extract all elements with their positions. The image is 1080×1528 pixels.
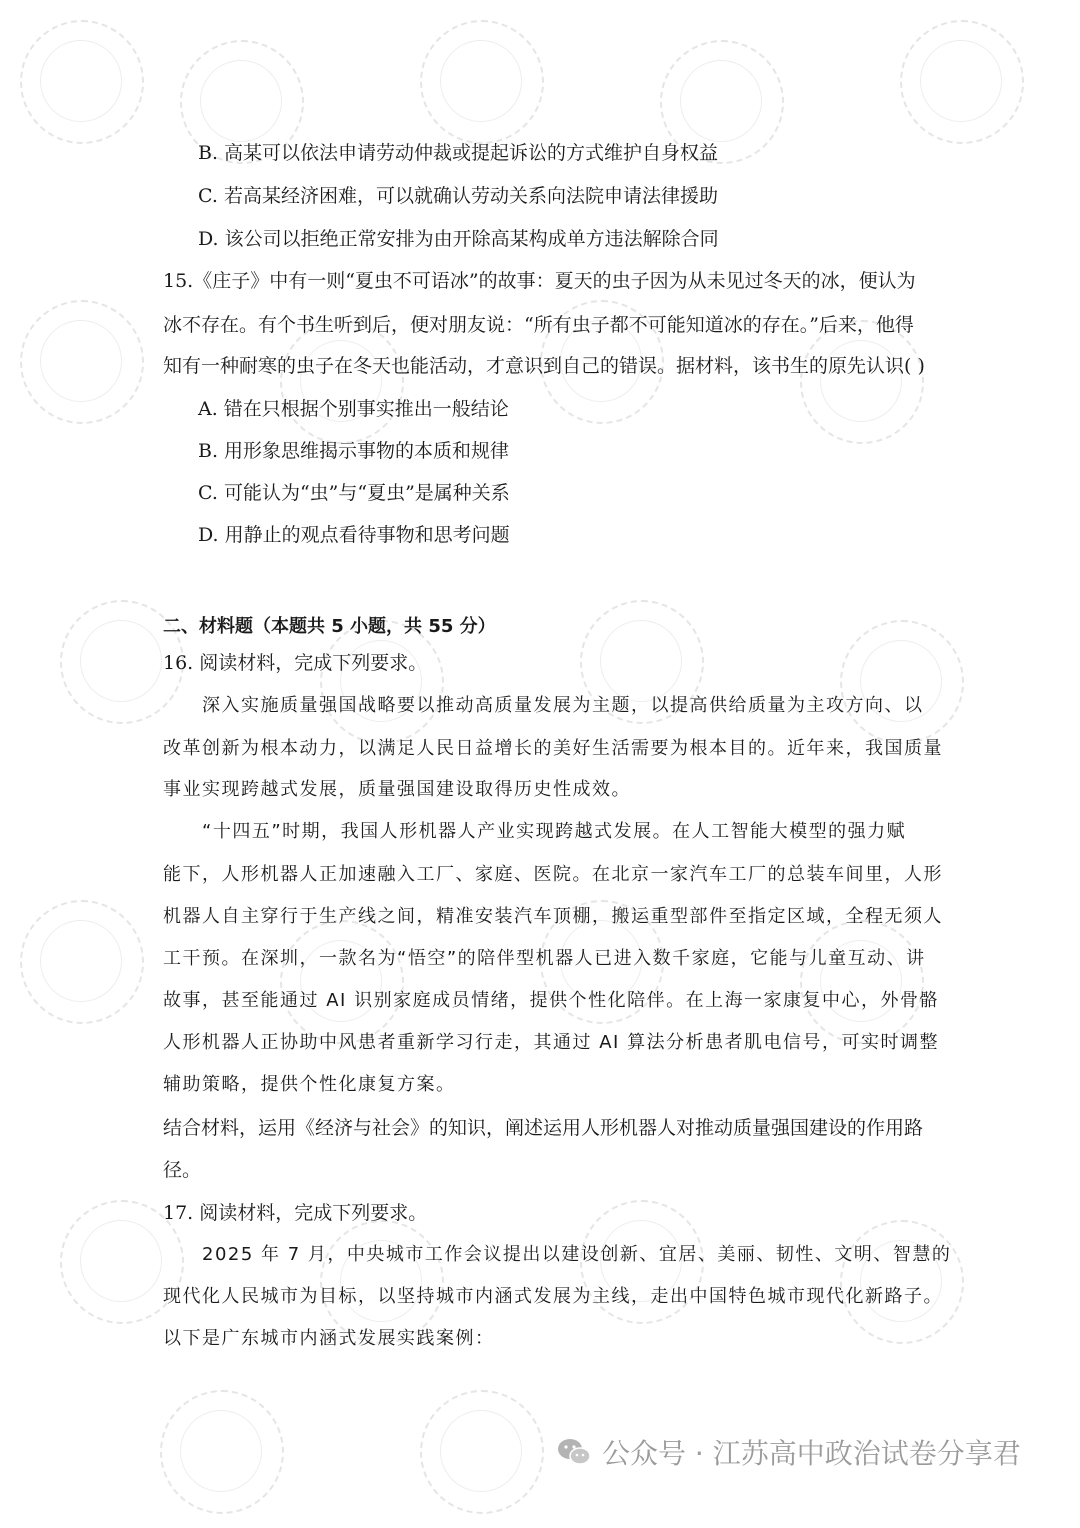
q16-prompt: 16. 阅读材料，完成下列要求。	[163, 652, 428, 674]
q15-stem-line: 冰不存在。有个书生听到后，便对朋友说：“所有虫子都不可能知道冰的存在。”后来，他得	[163, 314, 914, 336]
q16-material-line: 辅助策略，提供个性化康复方案。	[163, 1074, 456, 1095]
q16-material-line: 机器人自主穿行于生产线之间，精准安装汽车顶棚，搬运重型部件至指定区域，全程无须人	[163, 906, 943, 927]
section-title: 二、材料题（本题共 5 小题，共 55 分）	[163, 616, 496, 637]
q16-material-line: 人形机器人正协助中风患者重新学习行走，其通过 AI 算法分析患者肌电信号，可实时调整	[163, 1032, 940, 1053]
q17-material-line: 2025 年 7 月，中央城市工作会议提出以建设创新、宜居、美丽、韧性、文明、智慧的	[163, 1244, 952, 1265]
q14-option-b: B. 高某可以依法申请劳动仲裁或提起诉讼的方式维护自身权益	[198, 142, 719, 164]
q15-option-a: A. 错在只根据个别事实推出一般结论	[198, 398, 509, 420]
q16-material-line: 事业实现跨越式发展，质量强国建设取得历史性成效。	[163, 779, 631, 800]
q16-material-line: 工干预。在深圳，一款名为“悟空”的陪伴型机器人已进入数千家庭，它能与儿童互动、讲	[163, 948, 926, 969]
q15-option-b: B. 用形象思维揭示事物的本质和规律	[198, 440, 510, 462]
footer-watermark	[556, 1432, 1021, 1472]
q14-option-c: C. 若高某经济困难，可以就确认劳动关系向法院申请法律援助	[198, 185, 718, 207]
q16-material-line: 改革创新为根本动力，以满足人民日益增长的美好生活需要为根本目的。近年来，我国质量	[163, 738, 943, 759]
q15-option-c: C. 可能认为“虫”与“夏虫”是属种关系	[198, 482, 510, 504]
q17-prompt: 17. 阅读材料，完成下列要求。	[163, 1202, 428, 1224]
q16-material-line: 能下，人形机器人正加速融入工厂、家庭、医院。在北京一家汽车工厂的总装车间里，人形	[163, 864, 943, 885]
footer-label: 公众号 · 江苏高中政治试卷分享君	[602, 1437, 1021, 1470]
q16-question-line: 径。	[163, 1159, 202, 1181]
wechat-icon	[556, 1437, 592, 1467]
q16-material-line: “十四五”时期，我国人形机器人产业实现跨越式发展。在人工智能大模型的强力赋	[163, 821, 907, 842]
q17-material-line: 以下是广东城市内涵式发展实践案例：	[163, 1328, 495, 1349]
q15-stem-line: 15.《庄子》中有一则“夏虫不可语冰”的故事：夏天的虫子因为从未见过冬天的冰，便认为	[163, 270, 916, 292]
q16-question-line: 结合材料，运用《经济与社会》的知识，阐述运用人形机器人对推动质量强国建设的作用路	[163, 1117, 924, 1139]
q17-material-line: 现代化人民城市为目标，以坚持城市内涵式发展为主线，走出中国特色城市现代化新路子。	[163, 1286, 943, 1307]
q15-option-d: D. 用静止的观点看待事物和思考问题	[198, 524, 510, 546]
q16-material-line: 故事，甚至能通过 AI 识别家庭成员情绪，提供个性化陪伴。在上海一家康复中心，外骨骼	[163, 990, 940, 1011]
q15-stem-line: 知有一种耐寒的虫子在冬天也能活动，才意识到自己的错误。据材料，该书生的原先认识( )	[163, 355, 925, 377]
q14-option-d: D. 该公司以拒绝正常安排为由开除高某构成单方违法解除合同	[198, 228, 719, 250]
q16-material-line: 深入实施质量强国战略要以推动高质量发展为主题，以提高供给质量为主攻方向、以	[163, 695, 924, 716]
